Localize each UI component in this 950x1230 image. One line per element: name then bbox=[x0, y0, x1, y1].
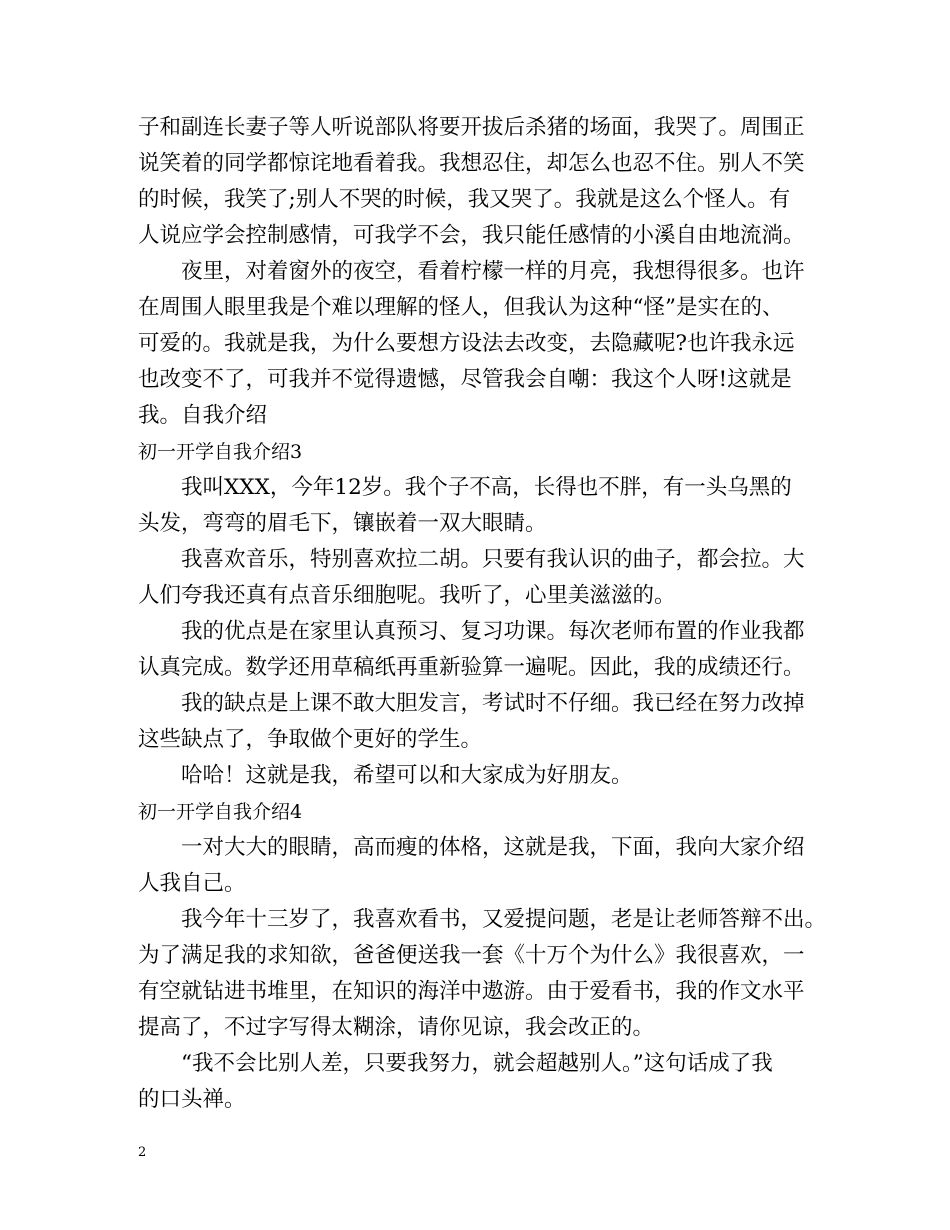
page-number: 2 bbox=[138, 1145, 147, 1160]
text-line-22: 人我自己。 bbox=[138, 871, 246, 896]
text-line-6: 在周围人眼里我是个难以理解的怪人，但我认为这种“怪”是实在的、 bbox=[138, 295, 784, 320]
section-heading-4: 初一开学自我介绍4 bbox=[138, 801, 303, 823]
text-line-13: 我喜欢音乐，特别喜欢拉二胡。只要有我认识的曲子，都会拉。大 bbox=[181, 547, 805, 572]
text-line-26: 提高了，不过字写得太糊涂，请你见谅，我会改正的。 bbox=[138, 1015, 655, 1040]
text-line-7: 可爱的。我就是我，为什么要想方设法去改变，去隐藏呢?也许我永远 bbox=[138, 331, 795, 356]
text-line-11: 我叫XXX，今年12岁。我个子不高，长得也不胖，有一头乌黑的 bbox=[181, 475, 792, 500]
text-line-23: 我今年十三岁了，我喜欢看书，又爱提问题，老是让老师答辩不出。 bbox=[181, 907, 827, 932]
text-line-28: 的口头禅。 bbox=[138, 1087, 246, 1112]
text-line-3: 的时候，我笑了;别人不哭的时候，我又哭了。我就是这么个怪人。有 bbox=[138, 187, 791, 212]
text-line-19: 哈哈！这就是我，希望可以和大家成为好朋友。 bbox=[181, 763, 633, 788]
text-line-24: 为了满足我的求知欲，爸爸便送我一套《十万个为什么》我很喜欢，一 bbox=[138, 943, 805, 968]
text-line-2: 说笑着的同学都惊诧地看着我。我想忍住，却怎么也忍不住。别人不笑 bbox=[138, 151, 805, 176]
text-line-9: 我。自我介绍 bbox=[138, 403, 268, 428]
text-line-18: 这些缺点了，争取做个更好的学生。 bbox=[138, 727, 483, 752]
text-line-25: 有空就钻进书堆里，在知识的海洋中遨游。由于爱看书，我的作文水平 bbox=[138, 979, 805, 1004]
text-line-5: 夜里，对着窗外的夜空，看着柠檬一样的月亮，我想得很多。也许 bbox=[181, 259, 805, 284]
text-line-17: 我的缺点是上课不敢大胆发言，考试时不仔细。我已经在努力改掉 bbox=[181, 691, 805, 716]
text-line-16: 认真完成。数学还用草稿纸再重新验算一遍呢。因此，我的成绩还行。 bbox=[138, 655, 805, 680]
text-line-14: 人们夸我还真有点音乐细胞呢。我听了，心里美滋滋的。 bbox=[138, 583, 676, 608]
text-line-12: 头发，弯弯的眉毛下，镶嵌着一双大眼睛。 bbox=[138, 511, 547, 536]
text-line-21: 一对大大的眼睛，高而瘦的体格，这就是我，下面，我向大家介绍 bbox=[181, 835, 805, 860]
text-line-4: 人说应学会控制感情，可我学不会，我只能任感情的小溪自由地流淌。 bbox=[138, 223, 805, 248]
text-line-15: 我的优点是在家里认真预习、复习功课。每次老师布置的作业我都 bbox=[181, 619, 805, 644]
text-line-8: 也改变不了，可我并不觉得遗憾，尽管我会自嘲：我这个人呀!这就是 bbox=[138, 367, 792, 392]
text-line-27: “我不会比别人差，只要我努力，就会超越别人。”这句话成了我 bbox=[181, 1051, 773, 1076]
text-line-1: 子和副连长妻子等人听说部队将要开拔后杀猪的场面，我哭了。周围正 bbox=[138, 115, 805, 140]
section-heading-3: 初一开学自我介绍3 bbox=[138, 441, 303, 463]
